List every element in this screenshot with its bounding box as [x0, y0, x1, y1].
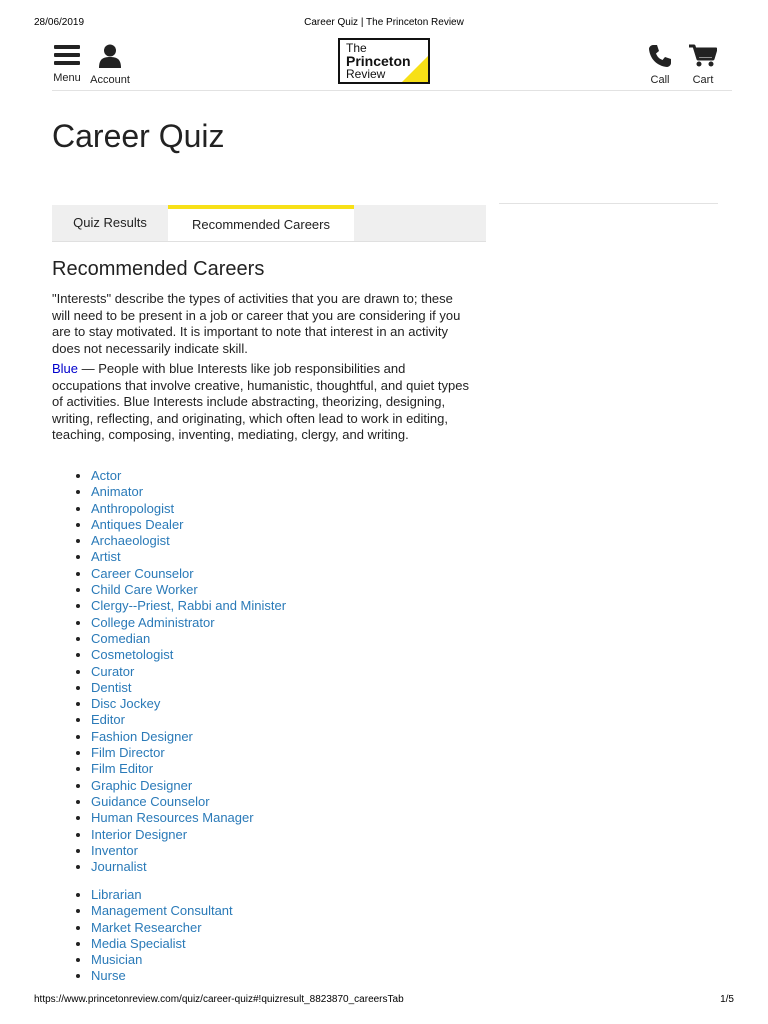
career-list-item: [91, 680, 286, 696]
career-link[interactable]: Graphic Designer: [91, 777, 193, 793]
tab-recommended-careers[interactable]: Recommended Careers: [168, 205, 354, 241]
career-link[interactable]: Actor: [91, 468, 122, 483]
career-list-item: [91, 859, 286, 875]
career-list-item: [91, 696, 286, 712]
career-list-item: [91, 647, 286, 663]
career-link[interactable]: Cosmetologist: [91, 647, 174, 663]
career-link[interactable]: College Administrator: [91, 614, 215, 630]
career-list-item: [91, 745, 286, 761]
career-list-item: [91, 598, 286, 614]
career-list-item: [91, 936, 233, 952]
user-icon: [99, 44, 121, 68]
cart-button[interactable]: [688, 44, 718, 86]
call-button[interactable]: [646, 44, 674, 86]
career-list-item: [91, 903, 233, 919]
logo-triangle: [402, 56, 428, 82]
career-link[interactable]: Film Editor: [91, 761, 154, 777]
blue-text: — People with blue Interests like job responsibilities and occupations that involve creative, humanistic, thoughtful, and quiet types of activities. Blue Interests include abstracting, theorizing, designing, writing, reflecting, and originating, which often lead to work in editing, teaching, composing, inventing, mediating, clergy, and writing.: [52, 361, 469, 443]
print-page-number: 1/5: [720, 994, 734, 1005]
career-list-item: [91, 968, 233, 984]
sidebar-divider: [499, 203, 718, 204]
career-list-item: [91, 920, 233, 936]
site-header: [52, 38, 732, 91]
career-link[interactable]: Child Care Worker: [91, 582, 198, 598]
career-link[interactable]: Musician: [91, 952, 143, 968]
results-tabs: [52, 205, 486, 242]
career-list-item: [91, 664, 286, 680]
career-link[interactable]: Librarian: [91, 887, 142, 902]
print-url: https://www.princetonreview.com/quiz/career-quiz#!quizresult_8823870_careersTab: [34, 994, 404, 1005]
career-link[interactable]: Fashion Designer: [91, 728, 193, 744]
career-link[interactable]: Archaeologist: [91, 533, 170, 549]
career-link[interactable]: Nurse: [91, 968, 126, 984]
career-list-item: [91, 533, 286, 549]
career-link[interactable]: Market Researcher: [91, 919, 202, 935]
career-link[interactable]: Editor: [91, 712, 125, 728]
career-list-item: [91, 501, 286, 517]
career-list-item: [91, 810, 286, 826]
career-link[interactable]: Inventor: [91, 842, 138, 858]
career-list-item: [91, 778, 286, 794]
tab-quiz-results[interactable]: Quiz Results: [73, 215, 147, 230]
career-list-item: [91, 517, 286, 533]
blue-label: Blue: [52, 361, 79, 376]
career-link[interactable]: Journalist: [91, 859, 147, 875]
career-list-item: [91, 615, 286, 631]
section-title: Recommended Careers: [52, 258, 265, 280]
print-date: 28/06/2019: [34, 17, 85, 28]
career-link[interactable]: Curator: [91, 663, 135, 679]
career-list-item: [91, 484, 286, 500]
career-list: [52, 468, 286, 875]
interests-intro: "Interests" describe the types of activities that you are drawn to; these will need to be present in a job or career that you are considering if you are to stay motivated. It is important to note that interest in an activity does not necessarily indicate skill.: [52, 291, 461, 356]
career-list-item: [91, 566, 286, 582]
career-link[interactable]: Artist: [91, 549, 121, 565]
career-list-continued: [52, 887, 233, 985]
career-list-item: [91, 952, 233, 968]
career-list-item: [91, 549, 286, 565]
career-list-item: [91, 761, 286, 777]
career-link[interactable]: Disc Jockey: [91, 696, 161, 712]
phone-icon: [648, 44, 672, 68]
page-title: Career Quiz: [52, 118, 225, 154]
career-list-item: [91, 468, 286, 484]
career-link[interactable]: Film Director: [91, 745, 165, 761]
cart-label: Cart: [692, 74, 714, 86]
career-link[interactable]: Management Consultant: [91, 903, 233, 919]
hamburger-icon: [54, 44, 80, 66]
career-link[interactable]: Animator: [91, 484, 144, 500]
career-link[interactable]: Dentist: [91, 679, 132, 695]
career-link[interactable]: Career Counselor: [91, 565, 194, 581]
career-link[interactable]: Comedian: [91, 630, 151, 646]
menu-label: Menu: [53, 72, 81, 84]
blue-interests-description: [52, 361, 472, 444]
career-list-item: [91, 794, 286, 810]
career-link[interactable]: Antiques Dealer: [91, 516, 184, 532]
career-list-item: [91, 631, 286, 647]
account-label: Account: [90, 74, 130, 86]
career-link[interactable]: Human Resources Manager: [91, 810, 254, 826]
career-list-item: [91, 582, 286, 598]
princeton-review-logo[interactable]: The Princeton Review: [338, 38, 430, 84]
print-title: Career Quiz | The Princeton Review: [304, 17, 464, 28]
account-button[interactable]: [88, 44, 132, 86]
career-list-item: [91, 887, 233, 903]
career-link[interactable]: Anthropologist: [91, 500, 175, 516]
cart-icon: [689, 44, 717, 68]
career-list-item: [91, 712, 286, 728]
call-label: Call: [650, 74, 670, 86]
career-link[interactable]: Guidance Counselor: [91, 793, 210, 809]
career-list-item: [91, 827, 286, 843]
career-link[interactable]: Media Specialist: [91, 935, 186, 951]
career-list-item: [91, 843, 286, 859]
career-link[interactable]: Clergy--Priest, Rabbi and Minister: [91, 598, 287, 614]
menu-button[interactable]: [52, 44, 82, 84]
career-list-item: [91, 729, 286, 745]
career-link[interactable]: Interior Designer: [91, 826, 188, 842]
